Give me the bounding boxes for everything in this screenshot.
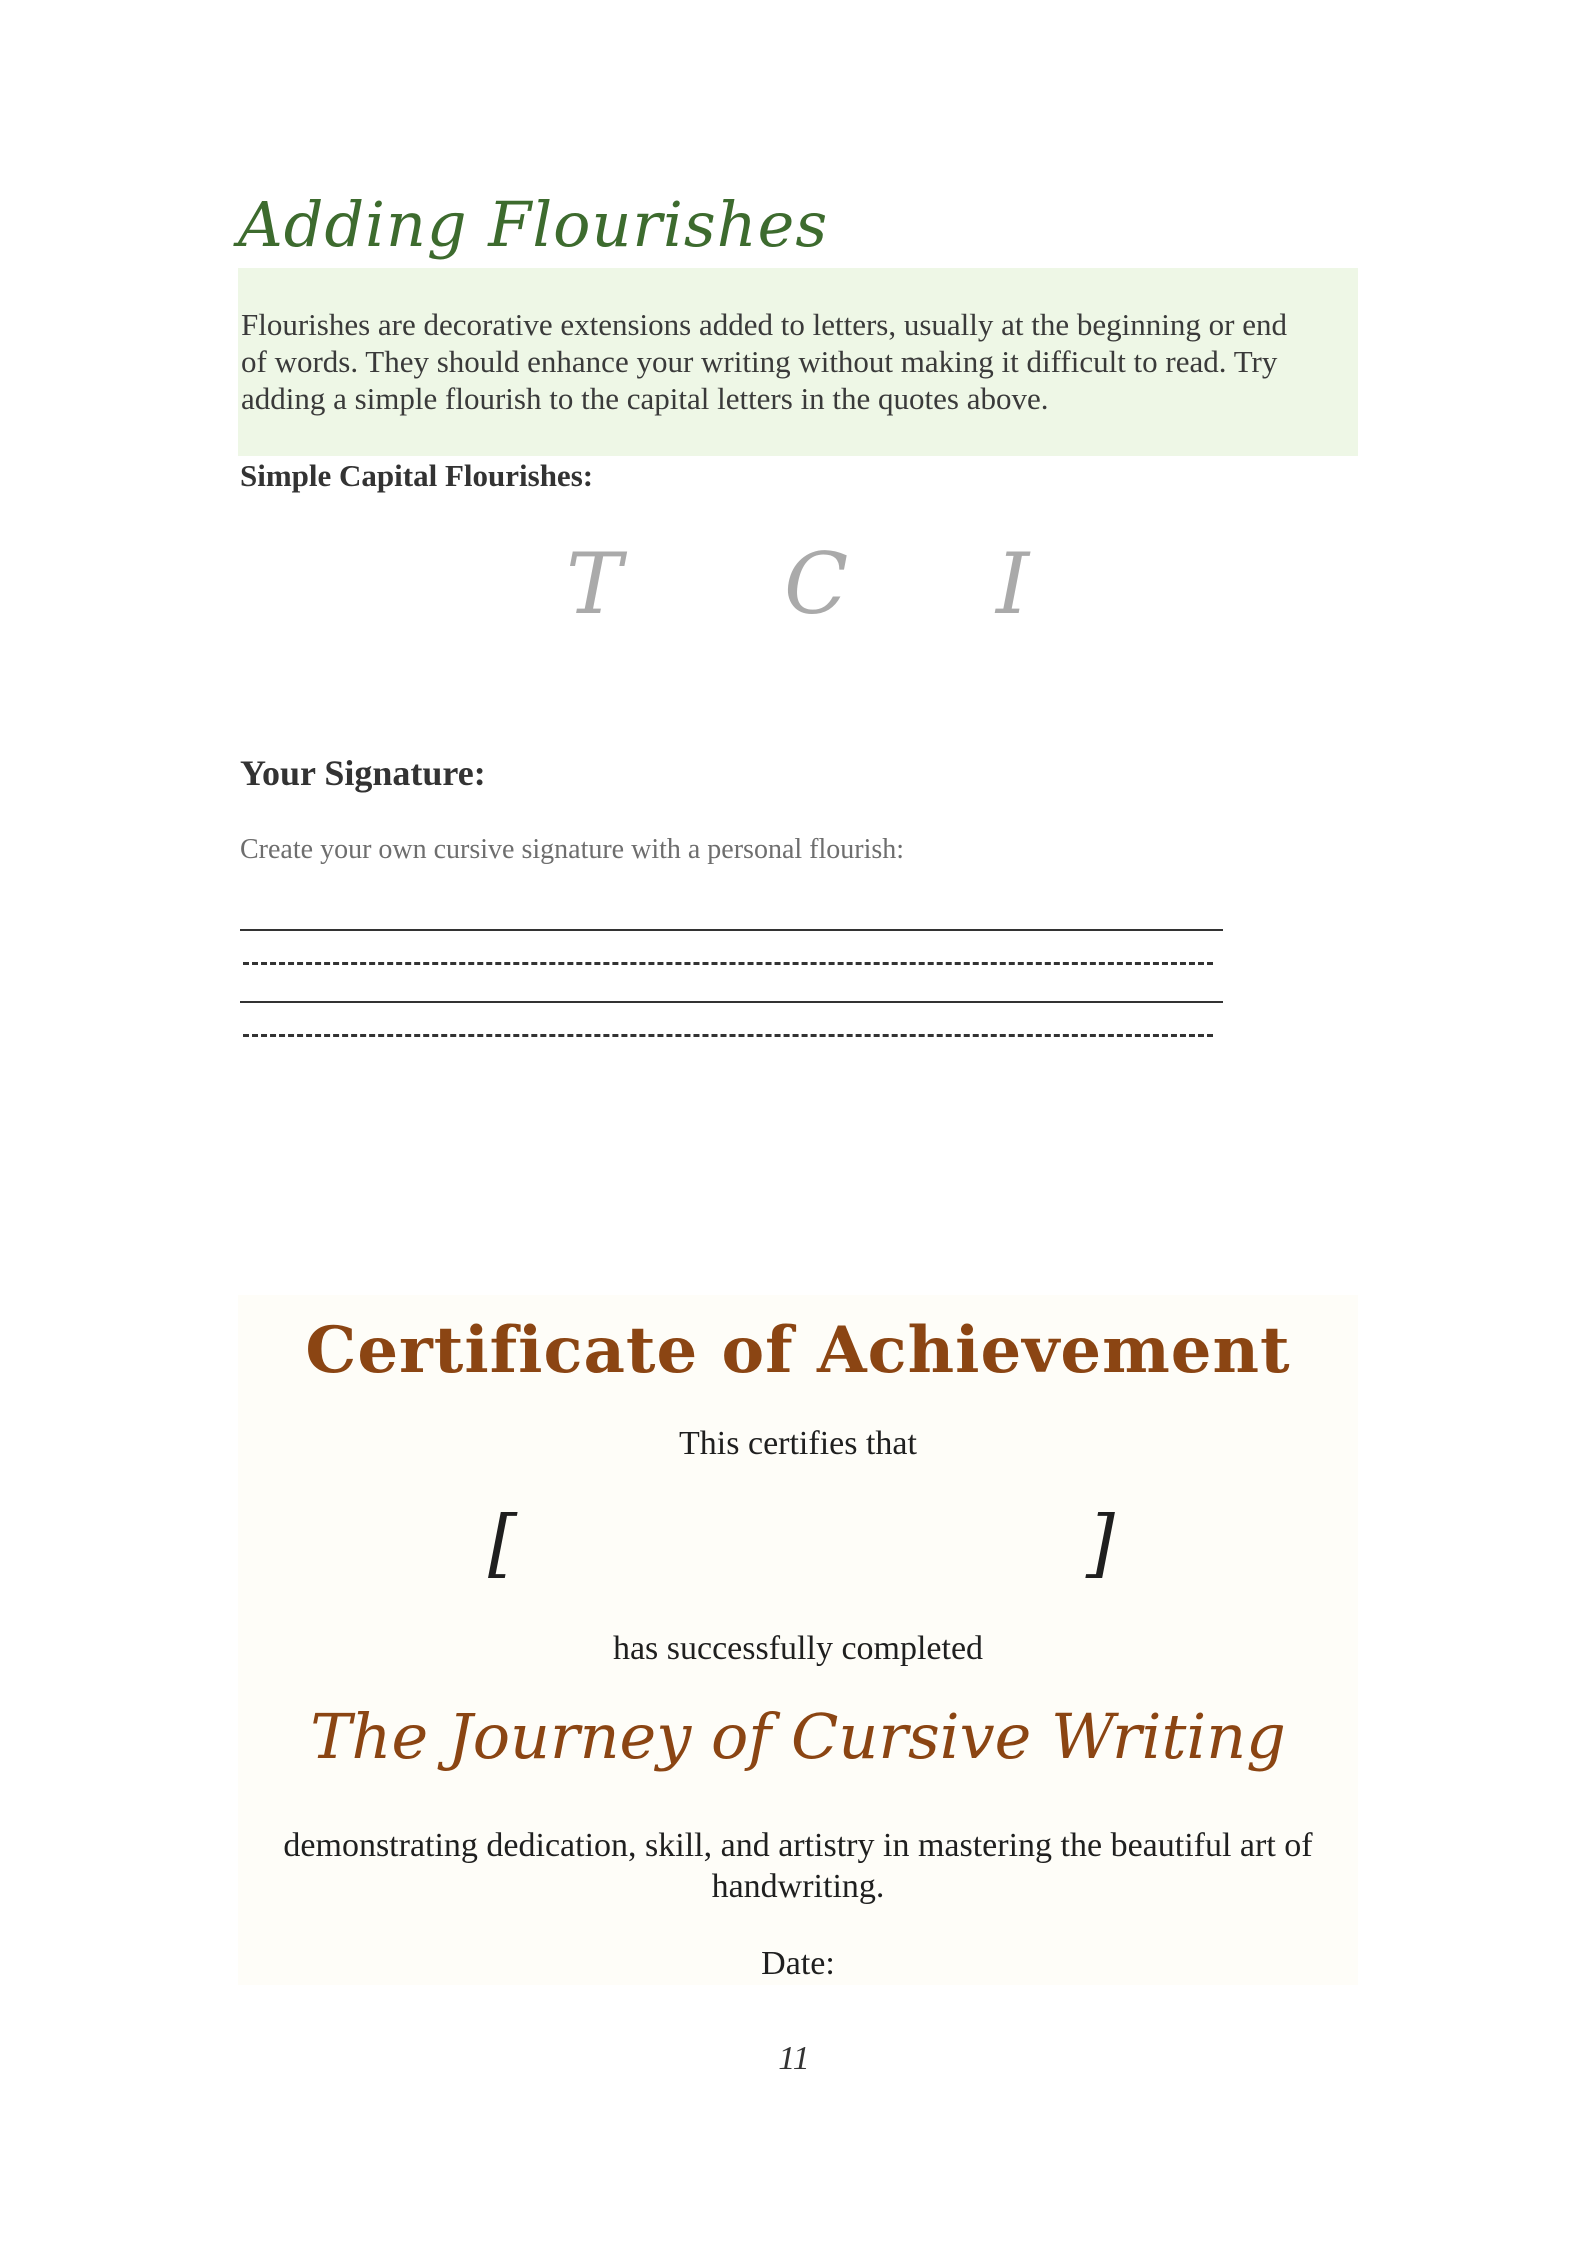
capital-letter-t: T — [566, 535, 623, 633]
intro-line: of words. They should enhance your writing without making it difficult to read. Try — [241, 344, 1278, 379]
completed-text: has successfully completed — [612, 1630, 984, 1667]
date-label: Date: — [761, 1945, 835, 1982]
writing-line-dashed — [243, 962, 1213, 965]
capital-letter-c: C — [784, 535, 849, 633]
intro-line: Flourishes are decorative extensions added to letters, usually at the beginning or end — [241, 307, 1287, 342]
capitals-label: Simple Capital Flourishes: — [240, 458, 594, 493]
capital-letter-i: I — [996, 535, 1030, 633]
name-bracket-open: [ — [488, 1500, 517, 1586]
intro-callout — [238, 268, 1358, 456]
writing-line-solid — [240, 1001, 1223, 1003]
certifies-text: This certifies that — [679, 1425, 917, 1462]
writing-line-solid — [240, 929, 1223, 931]
intro-line: adding a simple flourish to the capital letters in the quotes above. — [241, 381, 1049, 416]
certificate-title: Certificate of Achievement — [305, 1313, 1291, 1388]
description-line: demonstrating dedication, skill, and artistry in mastering the beautiful art of — [283, 1827, 1313, 1864]
section-title: Adding Flourishes — [238, 188, 829, 261]
signature-instruction: Create your own cursive signature with a personal flourish: — [240, 834, 905, 865]
course-title: The Journey of Cursive Writing — [310, 1700, 1286, 1773]
writing-line-dashed — [243, 1034, 1213, 1037]
name-bracket-close: ] — [1086, 1500, 1115, 1586]
signature-heading: Your Signature: — [240, 753, 486, 793]
page-number: 11 — [778, 2040, 810, 2077]
certificate — [238, 1295, 1358, 1985]
description-line: handwriting. — [711, 1868, 885, 1905]
